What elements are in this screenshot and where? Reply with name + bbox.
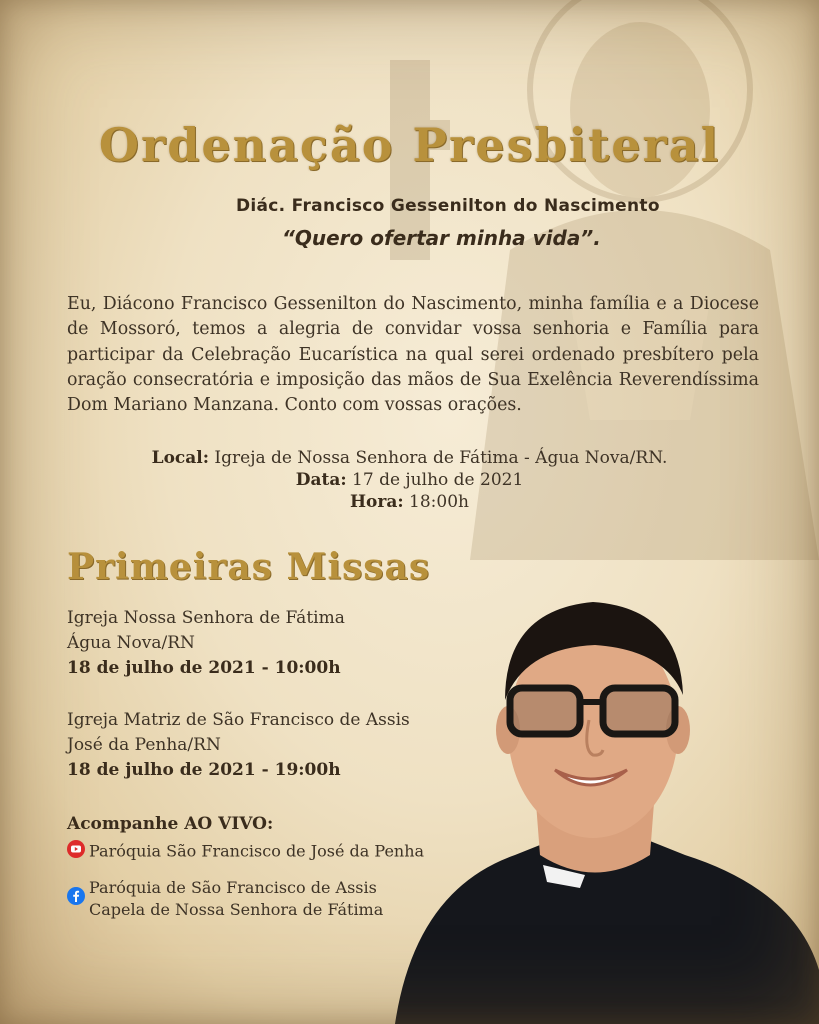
- page-title: Ordenação Presbiteral: [98, 118, 721, 172]
- event-time: Hora: 18:00h: [349, 492, 469, 512]
- mass-city: Água Nova/RN: [67, 633, 195, 653]
- priest-portrait: [375, 590, 819, 1024]
- facebook-link[interactable]: [67, 877, 383, 921]
- mass-item: [67, 708, 410, 783]
- live-heading: Acompanhe AO VIVO:: [67, 814, 274, 834]
- event-date: Data: 17 de julho de 2021: [295, 470, 524, 490]
- mass-city: José da Penha/RN: [67, 735, 221, 755]
- facebook-icon: [67, 887, 85, 911]
- mass-church: Igreja Nossa Senhora de Fátima: [67, 608, 345, 628]
- mass-datetime: 18 de julho de 2021 - 10:00h: [67, 658, 341, 678]
- mass-church: Igreja Matriz de São Francisco de Assis: [67, 710, 410, 730]
- event-local: Local: Igreja de Nossa Senhora de Fátima - Água Nova/RN.: [151, 448, 668, 468]
- youtube-label: Paróquia São Francisco de José da Penha: [89, 841, 425, 861]
- youtube-icon: [67, 840, 85, 864]
- invitation-text: Eu, Diácono Francisco Gessenilton do Nascimento, minha família e a Diocese de Mossoró, temos a alegria de convidar vossa senhoria e Família para participar da Celebração Eucarística na qual serei ordenado presbítero pela oração consecratória e imposição das mãos de Sua Exelência Reverendíssima Dom Mariano Manzana. Conto com vossas orações.: [67, 294, 759, 416]
- mass-item: [67, 606, 345, 681]
- facebook-line-1: Paróquia de São Francisco de Assis: [89, 878, 377, 897]
- ordinand-name: Diác. Francisco Gessenilton do Nascimento: [236, 196, 660, 216]
- facebook-line-2: Capela de Nossa Senhora de Fátima: [89, 900, 384, 919]
- youtube-link[interactable]: [67, 840, 424, 864]
- mass-datetime: 18 de julho de 2021 - 19:00h: [67, 760, 341, 780]
- event-details: [0, 447, 819, 513]
- motto: “Quero ofertar minha vida”.: [282, 226, 601, 250]
- first-masses-heading: Primeiras Missas: [67, 546, 431, 588]
